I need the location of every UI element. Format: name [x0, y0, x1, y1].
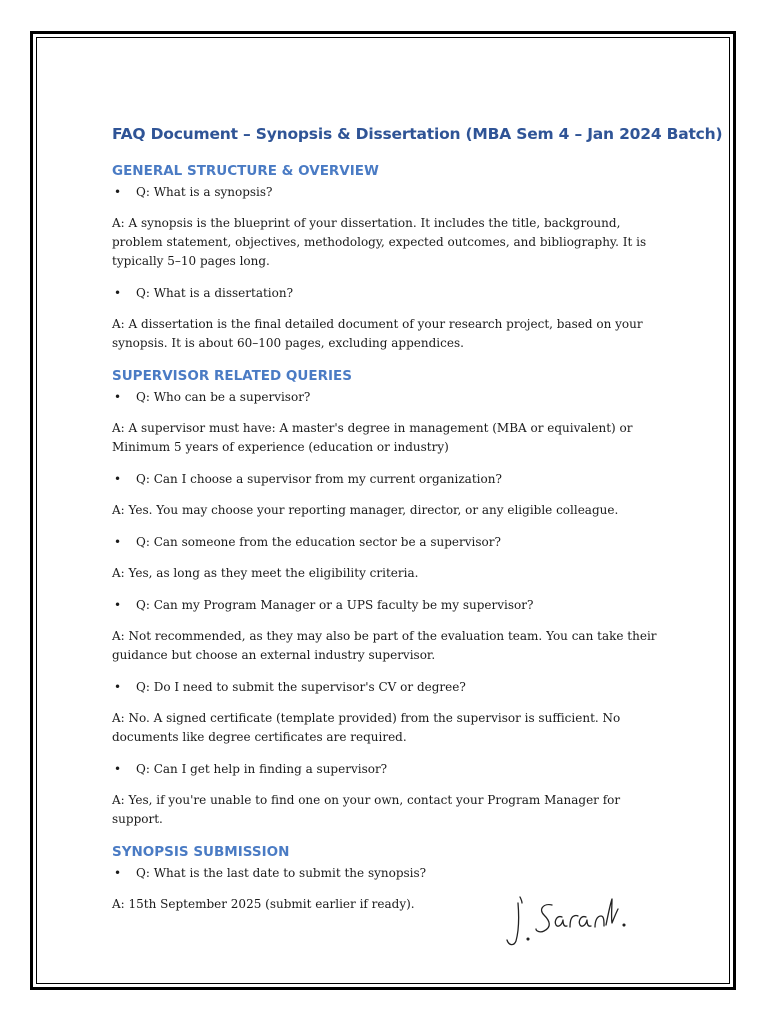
question-item [112, 761, 657, 778]
question-item [112, 679, 657, 696]
question-text: Q: Can I get help in finding a supervisor? [136, 762, 388, 776]
answer-text: A: Yes, as long as they meet the eligibility criteria. [112, 566, 419, 580]
question-item [112, 865, 657, 882]
question-item [112, 597, 657, 614]
bullet-icon: • [114, 680, 122, 694]
question-item [112, 389, 657, 406]
bullet-icon: • [114, 866, 122, 880]
answer-text: A: A synopsis is the blueprint of your dissertation. It includes the title, background, problem statement, objectives, methodology, expected outcomes, and bibliography. It is typically 5–10 pages long. [112, 216, 647, 268]
section-heading-supervisor: SUPERVISOR RELATED QUERIES [112, 368, 352, 384]
answer-text: A: A supervisor must have: A master's degree in management (MBA or equivalent) or Minimum 5 years of experience (education or industry) [112, 421, 633, 454]
section-heading-synopsis-submission: SYNOPSIS SUBMISSION [112, 844, 290, 860]
answer-text: A: Not recommended, as they may also be part of the evaluation team. You can take their guidance but choose an external industry supervisor. [112, 629, 657, 662]
question-text: Q: What is a synopsis? [136, 185, 273, 199]
question-item [112, 471, 657, 488]
answer-text: A: 15th September 2025 (submit earlier if ready). [112, 897, 415, 911]
document-title: FAQ Document – Synopsis & Dissertation (MBA Sem 4 – Jan 2024 Batch) [112, 125, 723, 143]
bullet-icon: • [114, 762, 122, 776]
question-text: Q: What is the last date to submit the synopsis? [136, 866, 427, 880]
question-text: Q: Do I need to submit the supervisor's CV or degree? [136, 680, 466, 694]
answer-text: A: Yes, if you're unable to find one on your own, contact your Program Manager for support. [112, 793, 621, 826]
bullet-icon: • [114, 535, 122, 549]
bullet-icon: • [114, 286, 122, 300]
question-item [112, 285, 657, 302]
answer-text: A: A dissertation is the final detailed document of your research project, based on your synopsis. It is about 60–100 pages, excluding appendices. [112, 317, 643, 350]
bullet-icon: • [114, 472, 122, 486]
question-item [112, 184, 657, 201]
answer-text: A: Yes. You may choose your reporting manager, director, or any eligible colleague. [112, 503, 619, 517]
question-item [112, 534, 657, 551]
answer-text: A: No. A signed certificate (template provided) from the supervisor is sufficient. No documents like degree certificates are required. [112, 711, 621, 744]
bullet-icon: • [114, 598, 122, 612]
question-text: Q: Can my Program Manager or a UPS faculty be my supervisor? [136, 598, 534, 612]
question-text: Q: Can I choose a supervisor from my current organization? [136, 472, 502, 486]
bullet-icon: • [114, 390, 122, 404]
handwritten-signature [500, 885, 640, 955]
question-text: Q: Who can be a supervisor? [136, 390, 311, 404]
faq-document [112, 124, 723, 914]
section-heading-general: GENERAL STRUCTURE & OVERVIEW [112, 163, 379, 179]
question-text: Q: What is a dissertation? [136, 286, 294, 300]
question-text: Q: Can someone from the education sector be a supervisor? [136, 535, 501, 549]
bullet-icon: • [114, 185, 122, 199]
